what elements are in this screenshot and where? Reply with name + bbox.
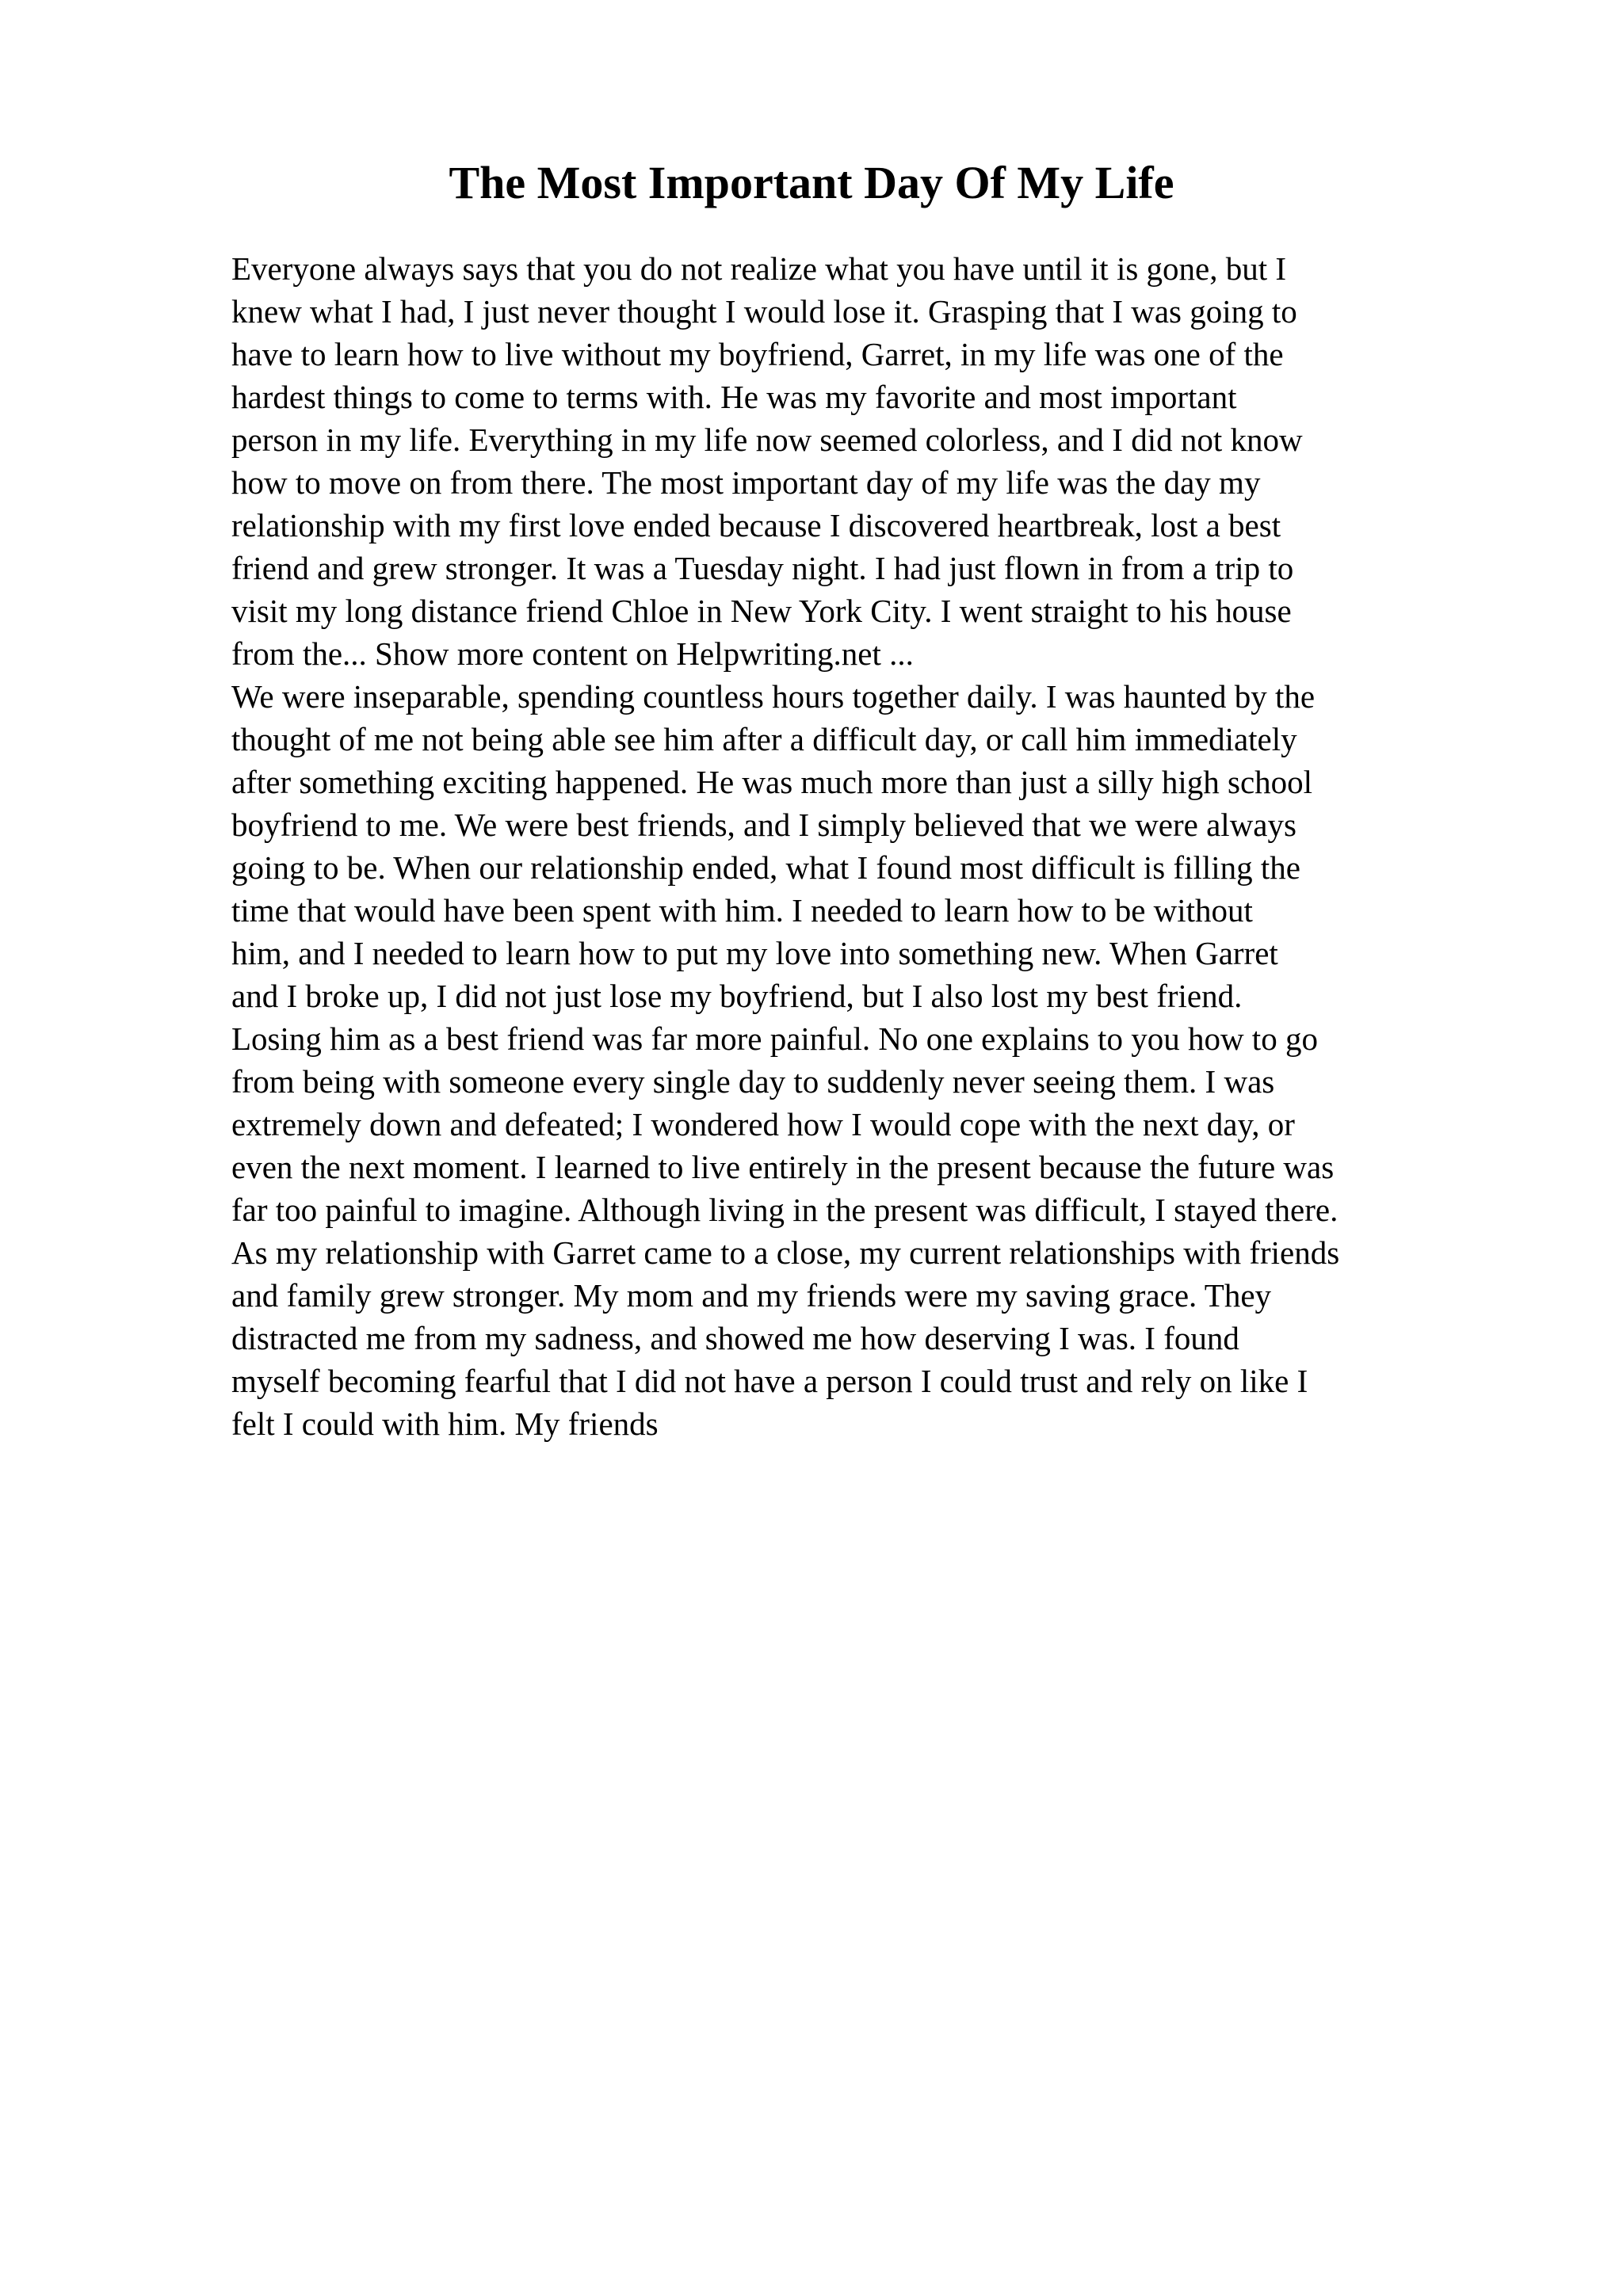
text-line: knew what I had, I just never thought I would lose it. Grasping that I was going to [231, 293, 1297, 330]
page-title: The Most Important Day Of My Life [449, 157, 1174, 208]
text-line: from the... Show more content on Helpwriting.net ... [231, 635, 914, 672]
text-line: far too painful to imagine. Although living in the present was difficult, I stayed there. [231, 1192, 1338, 1228]
text-line: going to be. When our relationship ended, what I found most difficult is filling the [231, 849, 1300, 886]
text-line: and family grew stronger. My mom and my friends were my saving grace. They [231, 1277, 1272, 1314]
text-line: thought of me not being able see him after a difficult day, or call him immediately [231, 721, 1297, 757]
text-line: extremely down and defeated; I wondered how I would cope with the next day, or [231, 1106, 1295, 1142]
text-line: hardest things to come to terms with. He was my favorite and most important [231, 379, 1237, 415]
text-line: As my relationship with Garret came to a close, my current relationships with friends [231, 1234, 1340, 1271]
essay-body [231, 247, 1499, 1445]
text-line: myself becoming fearful that I did not have a person I could trust and rely on like I [231, 1363, 1308, 1399]
text-line: even the next moment. I learned to live entirely in the present because the future was [231, 1149, 1335, 1185]
text-line: visit my long distance friend Chloe in New York City. I went straight to his house [231, 593, 1292, 629]
text-line: felt I could with him. My friends [231, 1405, 659, 1442]
text-line: distracted me from my sadness, and showed me how deserving I was. I found [231, 1320, 1239, 1356]
text-line: how to move on from there. The most important day of my life was the day my [231, 464, 1261, 501]
text-line: have to learn how to live without my boyfriend, Garret, in my life was one of the [231, 336, 1284, 372]
text-line: boyfriend to me. We were best friends, and I simply believed that we were always [231, 807, 1296, 843]
text-line: and I broke up, I did not just lose my boyfriend, but I also lost my best friend. [231, 978, 1243, 1014]
text-line: Everyone always says that you do not realize what you have until it is gone, but I [231, 250, 1287, 287]
text-line: time that would have been spent with him. I needed to learn how to be without [231, 892, 1253, 929]
text-line: after something exciting happened. He was much more than just a silly high school [231, 764, 1313, 800]
text-line: person in my life. Everything in my life now seemed colorless, and I did not know [231, 421, 1303, 458]
text-line: We were inseparable, spending countless hours together daily. I was haunted by the [231, 678, 1316, 715]
text-line: relationship with my first love ended because I discovered heartbreak, lost a best [231, 507, 1281, 543]
text-line: Losing him as a best friend was far more painful. No one explains to you how to go [231, 1020, 1318, 1057]
text-line: friend and grew stronger. It was a Tuesday night. I had just flown in from a trip to [231, 550, 1294, 586]
text-line: him, and I needed to learn how to put my love into something new. When Garret [231, 935, 1278, 971]
text-line: from being with someone every single day to suddenly never seeing them. I was [231, 1063, 1275, 1100]
